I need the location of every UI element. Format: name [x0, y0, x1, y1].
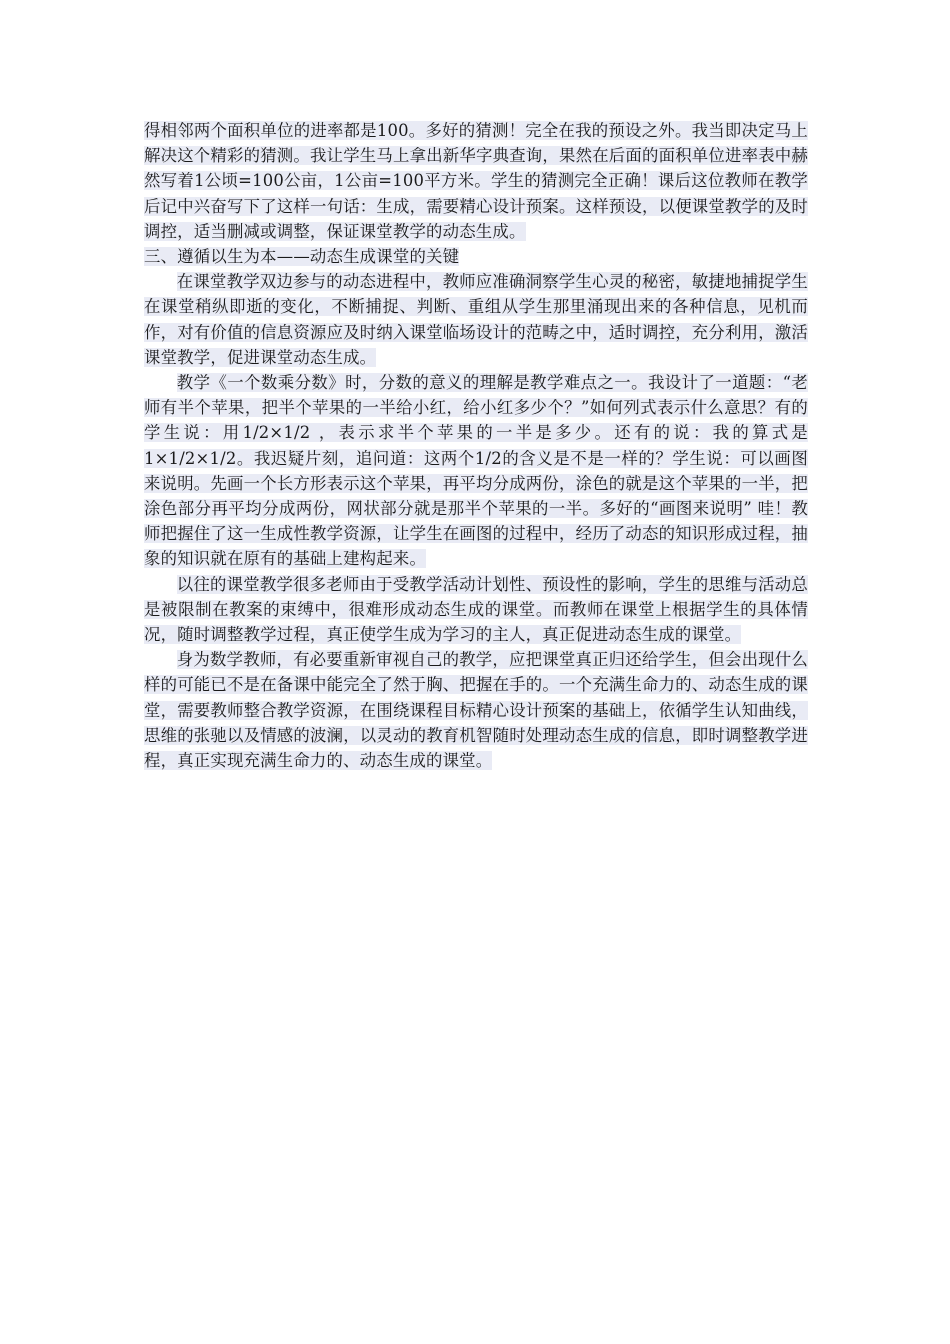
paragraph-dynamic-process	[144, 269, 808, 370]
heading-text: 三、遵循以生为本——动态生成课堂的关键	[144, 247, 460, 267]
paragraph-text: 得相邻两个面积单位的进率都是100。多好的猜测！完全在我的预设之外。我当即决定马上解决这个精彩的猜测。我让学生马上拿出新华字典查询，果然在后面的面积单位进率表中赫然写着1公顷=100公亩，1公亩=100平方米。学生的猜测完全正确！课后这位教师在教学后记中兴奋写下了这样一句话：生成，需要精心设计预案。这样预设，以便课堂教学的及时调控，适当删减或调整，保证课堂教学的动态生成。	[144, 121, 808, 241]
paragraph-continuation	[144, 118, 808, 244]
section-heading	[144, 244, 808, 269]
document-body	[144, 118, 808, 773]
paragraph-fraction-example	[144, 370, 808, 572]
paragraph-text: 身为数学教师，有必要重新审视自己的教学，应把课堂真正归还给学生，但会出现什么样的可能已不是在备课中能完全了然于胸、把握在手的。一个充满生命力的、动态生成的课堂，需要教师整合教学资源，在围绕课程目标精心设计预案的基础上，依循学生认知曲线，思维的张驰以及情感的波澜，以灵动的教育机智随时处理动态生成的信息，即时调整教学进程，真正实现充满生命力的、动态生成的课堂。	[144, 650, 808, 771]
paragraph-text: 以往的课堂教学很多老师由于受教学活动计划性、预设性的影响，学生的思维与活动总是被限制在教案的束缚中，很难形成动态生成的课堂。而教师在课堂上根据学生的具体情况，随时调整教学过程，真正使学生成为学习的主人，真正促进动态生成的课堂。	[144, 574, 808, 645]
paragraph-text: 在课堂教学双边参与的动态进程中，教师应准确洞察学生心灵的秘密，敏捷地捕捉学生在课堂稍纵即逝的变化，不断捕捉、判断、重组从学生那里涌现出来的各种信息，见机而作，对有价值的信息资源应及时纳入课堂临场设计的范畴之中，适时调控，充分利用，激活课堂教学，促进课堂动态生成。	[144, 272, 808, 367]
paragraph-text: 教学《一个数乘分数》时，分数的意义的理解是教学难点之一。我设计了一道题：“老师有半个苹果，把半个苹果的一半给小红，给小红多少个？”如何列式表示什么意思？有的学生说：用1/2×1/2 ，表示求半个苹果的一半是多少。还有的说：我的算式是1×1/2×1/2。我迟疑片刻，追问道：这两个1/2的含义是不是一样的？学生说：可以画图来说明。先画一个长方形表示这个苹果，再平均分成两份，涂色的就是这个苹果的一半，把涂色部分再平均分成两份，网状部分就是那半个苹果的一半。多好的“画图来说明” 哇！教师把握住了这一生成性教学资源，让学生在画图的过程中，经历了动态的知识形成过程，抽象的知识就在原有的基础上建构起来。	[144, 373, 808, 569]
paragraph-past-teaching	[144, 572, 808, 648]
paragraph-conclusion	[144, 647, 808, 773]
